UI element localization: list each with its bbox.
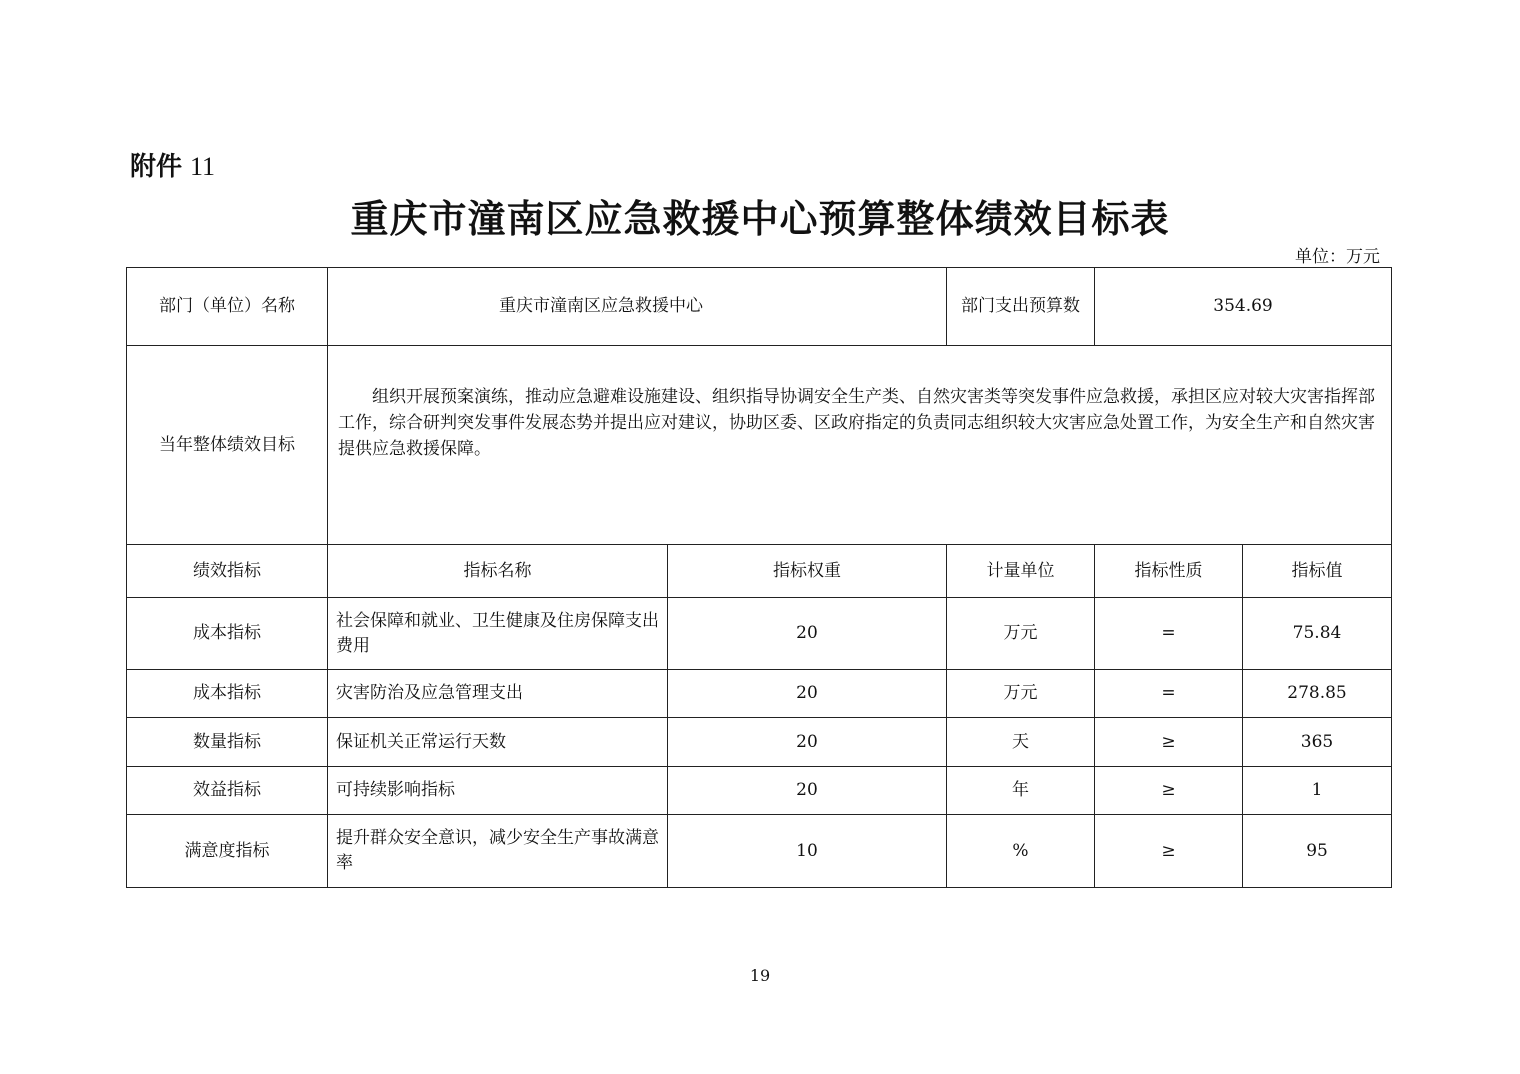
budget-label: 部门支出预算数 [947, 268, 1095, 346]
row-indicator: 成本指标 [127, 670, 328, 718]
row-name: 保证机关正常运行天数 [328, 718, 668, 767]
goal-label: 当年整体绩效目标 [127, 346, 328, 545]
row-weight: 20 [668, 718, 947, 767]
page-number: 19 [749, 966, 771, 985]
row-indicator: 效益指标 [127, 767, 328, 815]
row-weight: 20 [668, 598, 947, 670]
row-nature: = [1095, 670, 1243, 718]
table-row [127, 670, 1392, 718]
row-weight: 20 [668, 670, 947, 718]
row-nature: ≥ [1095, 718, 1243, 767]
attachment-label-text: 附件 [130, 152, 183, 182]
performance-table [126, 267, 1392, 888]
dept-value: 重庆市潼南区应急救援中心 [328, 268, 947, 346]
row-unit: 万元 [947, 598, 1095, 670]
row-unit: 天 [947, 718, 1095, 767]
row-unit: % [947, 815, 1095, 888]
table-row [127, 815, 1392, 888]
row-value: 95 [1243, 815, 1392, 888]
row-name: 灾害防治及应急管理支出 [328, 670, 668, 718]
row-nature: ≥ [1095, 767, 1243, 815]
row-indicator: 满意度指标 [127, 815, 328, 888]
dept-label: 部门（单位）名称 [127, 268, 328, 346]
row-weight: 20 [668, 767, 947, 815]
col-header-weight: 指标权重 [668, 545, 947, 598]
row-weight: 10 [668, 815, 947, 888]
row-name: 社会保障和就业、卫生健康及住房保障支出费用 [328, 598, 668, 670]
row-unit: 年 [947, 767, 1095, 815]
row-indicator: 成本指标 [127, 598, 328, 670]
row-nature: ≥ [1095, 815, 1243, 888]
col-header-name: 指标名称 [328, 545, 668, 598]
col-header-unit: 计量单位 [947, 545, 1095, 598]
goal-text: 组织开展预案演练，推动应急避难设施建设、组织指导协调安全生产类、自然灾害类等突发事件应急救援，承担区应对较大灾害指挥部工作，综合研判突发事件发展态势并提出应对建议，协助区委、区政府指定的负责同志组织较大灾害应急处置工作，为安全生产和自然灾害提供应急救援保障。 [328, 346, 1392, 545]
col-header-value: 指标值 [1243, 545, 1392, 598]
attachment-label [130, 146, 215, 183]
row-indicator: 数量指标 [127, 718, 328, 767]
unit-label: 单位：万元 [1295, 247, 1380, 267]
table-row [127, 718, 1392, 767]
page-title: 重庆市潼南区应急救援中心预算整体绩效目标表 [350, 197, 1170, 241]
row-name: 提升群众安全意识，减少安全生产事故满意率 [328, 815, 668, 888]
row-value: 278.85 [1243, 670, 1392, 718]
row-unit: 万元 [947, 670, 1095, 718]
attachment-number: 11 [190, 152, 216, 181]
table-row [127, 767, 1392, 815]
budget-value: 354.69 [1095, 268, 1392, 346]
row-name: 可持续影响指标 [328, 767, 668, 815]
row-nature: = [1095, 598, 1243, 670]
header-row [127, 545, 1392, 598]
goal-row [127, 346, 1392, 545]
row-value: 1 [1243, 767, 1392, 815]
row-value: 75.84 [1243, 598, 1392, 670]
dept-row [127, 268, 1392, 346]
col-header-indicator: 绩效指标 [127, 545, 328, 598]
col-header-nature: 指标性质 [1095, 545, 1243, 598]
row-value: 365 [1243, 718, 1392, 767]
table-row [127, 598, 1392, 670]
